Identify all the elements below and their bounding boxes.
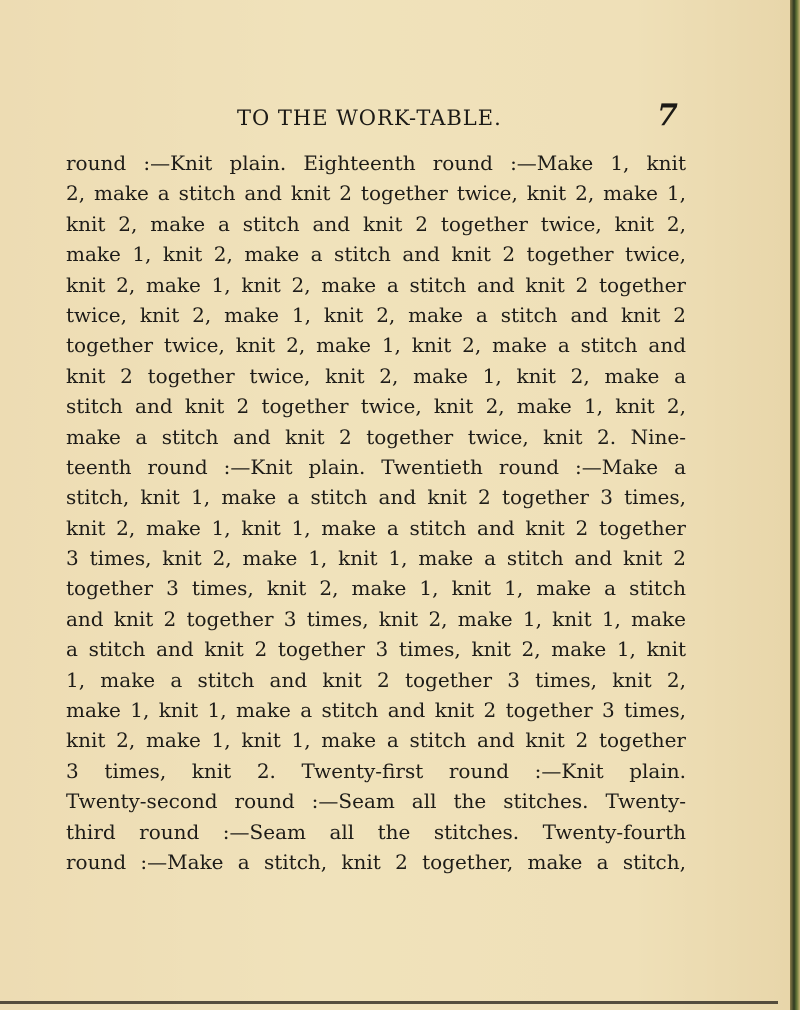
text-line: knit 2, make 1, knit 1, make a stitch and knit 2 together <box>66 728 686 753</box>
text-line: round :—Knit plain. Eighteenth round :—Make 1, knit <box>66 151 686 175</box>
text-line: make a stitch and knit 2 together twice, knit 2. Nine- <box>66 424 686 449</box>
text-line: knit 2 together twice, knit 2, make 1, knit 2, make a <box>66 363 686 388</box>
text-line: together twice, knit 2, make 1, knit 2, make a stitch and <box>66 333 686 358</box>
running-head: TO THE WORK-TABLE. <box>237 106 502 130</box>
text-line: 3 times, knit 2. Twenty-first round :—Knit plain. <box>66 758 686 783</box>
text-line: 2, make a stitch and knit 2 together twice, knit 2, make 1, <box>66 181 686 206</box>
text-line: stitch, knit 1, make a stitch and knit 2 together 3 times, <box>66 485 686 510</box>
text-line: together 3 times, knit 2, make 1, knit 1, make a stitch <box>66 576 686 601</box>
text-line: and knit 2 together 3 times, knit 2, make 1, knit 1, make <box>66 606 686 631</box>
text-line: a stitch and knit 2 together 3 times, knit 2, make 1, knit <box>66 637 686 662</box>
text-line: 3 times, knit 2, make 1, knit 1, make a stitch and knit 2 <box>66 546 686 571</box>
page-bottom-edge <box>0 1001 778 1004</box>
page-header <box>0 98 790 134</box>
text-line: 1, make a stitch and knit 2 together 3 times, knit 2, <box>66 667 686 692</box>
page-number: 7 <box>657 98 678 133</box>
page-edge <box>790 0 800 1010</box>
body-text <box>66 148 686 877</box>
text-line: knit 2, make a stitch and knit 2 together twice, knit 2, <box>66 211 686 236</box>
text-line: make 1, knit 2, make a stitch and knit 2 together twice, <box>66 242 686 267</box>
text-line: third round :—Seam all the stitches. Twenty-fourth <box>66 819 686 844</box>
text-line: knit 2, make 1, knit 2, make a stitch and knit 2 together <box>66 272 686 297</box>
text-line: make 1, knit 1, make a stitch and knit 2 together 3 times, <box>66 698 686 723</box>
text-line: teenth round :—Knit plain. Twentieth round :—Make a <box>66 454 686 479</box>
text-line: stitch and knit 2 together twice, knit 2, make 1, knit 2, <box>66 394 686 419</box>
text-line: Twenty-second round :—Seam all the stitches. Twenty- <box>66 789 686 814</box>
text-line: knit 2, make 1, knit 1, make a stitch and knit 2 together <box>66 515 686 540</box>
text-line: twice, knit 2, make 1, knit 2, make a stitch and knit 2 <box>66 302 686 327</box>
text-line: round :—Make a stitch, knit 2 together, make a stitch, <box>66 849 686 874</box>
